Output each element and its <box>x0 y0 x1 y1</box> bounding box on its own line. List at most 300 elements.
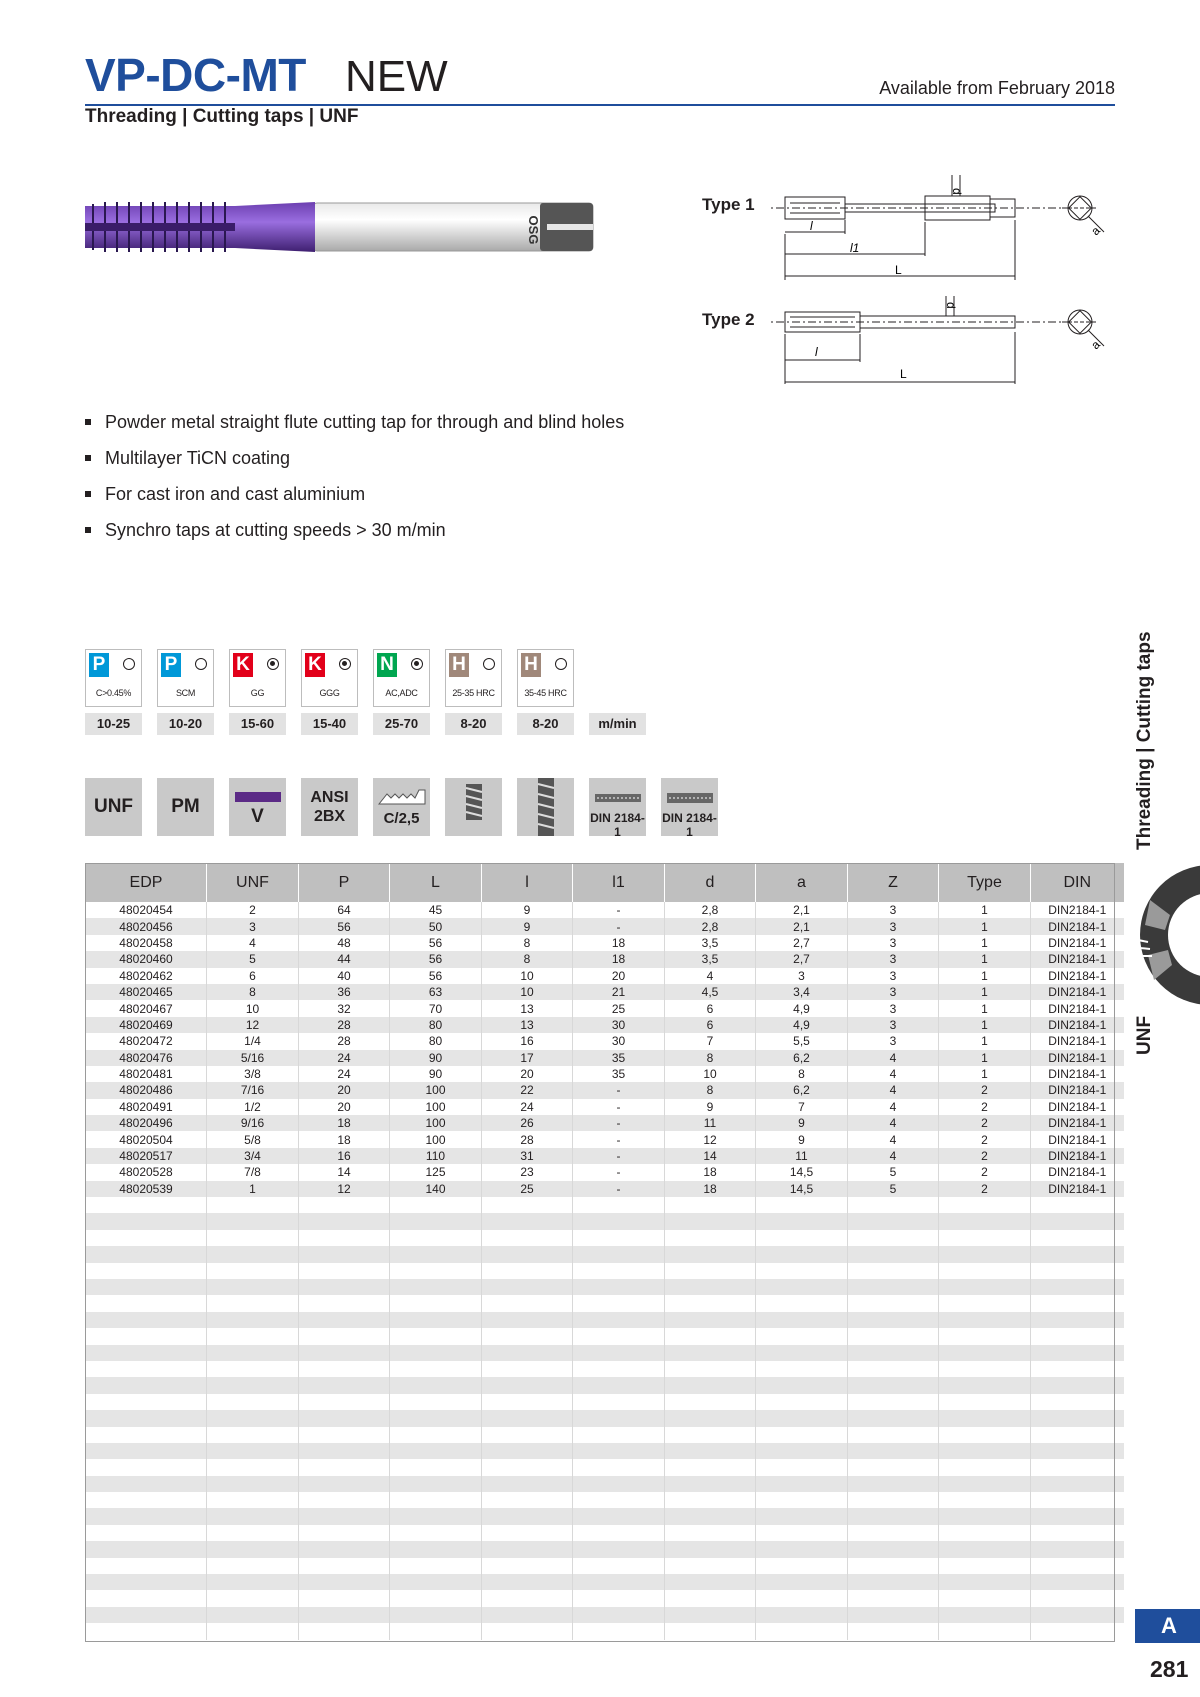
table-cell: DIN2184-1 <box>1031 1066 1124 1082</box>
table-cell <box>939 1377 1031 1393</box>
table-cell <box>665 1345 756 1361</box>
table-cell: - <box>573 1115 665 1131</box>
table-row-empty <box>86 1295 1124 1311</box>
table-row-empty <box>86 1443 1124 1459</box>
table-cell: DIN2184-1 <box>1031 1148 1124 1164</box>
powder-metal-icon: PM <box>157 778 214 836</box>
table-cell <box>573 1213 665 1229</box>
table-cell <box>482 1246 573 1262</box>
table-cell: 48020481 <box>86 1066 207 1082</box>
table-cell <box>939 1476 1031 1492</box>
table-cell <box>848 1558 939 1574</box>
table-row-empty <box>86 1459 1124 1475</box>
table-cell: DIN2184-1 <box>1031 968 1124 984</box>
table-cell <box>299 1263 390 1279</box>
table-row-empty <box>86 1246 1124 1262</box>
table-cell <box>1031 1394 1124 1410</box>
table-cell <box>1031 1476 1124 1492</box>
table-cell: 3 <box>756 968 848 984</box>
table-cell <box>939 1459 1031 1475</box>
dim-l-label: l <box>815 345 818 359</box>
table-cell <box>756 1459 848 1475</box>
table-cell: 48020539 <box>86 1181 207 1197</box>
feature-bullet: For cast iron and cast aluminium <box>85 480 624 516</box>
table-cell: 20 <box>299 1099 390 1115</box>
table-row-empty <box>86 1590 1124 1606</box>
type2-label: Type 2 <box>702 310 755 329</box>
table-cell <box>573 1443 665 1459</box>
table-cell <box>665 1492 756 1508</box>
table-cell <box>299 1377 390 1393</box>
table-cell: 1/4 <box>207 1033 299 1049</box>
table-cell: 4 <box>207 935 299 951</box>
table-cell: 14,5 <box>756 1164 848 1180</box>
table-cell: 20 <box>482 1066 573 1082</box>
table-cell <box>299 1279 390 1295</box>
table-cell: 18 <box>299 1115 390 1131</box>
table-cell <box>207 1345 299 1361</box>
table-cell <box>665 1246 756 1262</box>
table-cell <box>756 1492 848 1508</box>
table-cell <box>1031 1197 1124 1213</box>
type1-label: Type 1 <box>702 195 755 214</box>
table-cell <box>756 1345 848 1361</box>
table-cell: 3,5 <box>665 935 756 951</box>
table-cell: 2 <box>939 1099 1031 1115</box>
table-cell <box>299 1476 390 1492</box>
table-cell <box>848 1623 939 1639</box>
table-cell: DIN2184-1 <box>1031 1181 1124 1197</box>
material-subtype: 35-45 HRC <box>524 688 567 698</box>
table-row <box>86 1033 1124 1049</box>
table-cell: - <box>573 902 665 918</box>
radio-filled-icon <box>339 658 351 670</box>
table-cell <box>573 1394 665 1410</box>
table-cell <box>207 1508 299 1524</box>
table-cell <box>86 1623 207 1639</box>
table-cell <box>756 1410 848 1426</box>
table-cell <box>207 1377 299 1393</box>
table-cell: 1/2 <box>207 1099 299 1115</box>
table-cell <box>86 1377 207 1393</box>
table-cell <box>665 1361 756 1377</box>
table-row <box>86 918 1124 934</box>
table-cell <box>1031 1295 1124 1311</box>
table-cell <box>390 1230 482 1246</box>
table-cell <box>207 1525 299 1541</box>
table-cell: 21 <box>573 984 665 1000</box>
table-cell: 10 <box>665 1066 756 1082</box>
table-cell <box>939 1558 1031 1574</box>
table-cell <box>86 1607 207 1623</box>
table-cell <box>1031 1443 1124 1459</box>
table-row-empty <box>86 1427 1124 1443</box>
table-cell: 6,2 <box>756 1082 848 1098</box>
table-cell <box>482 1197 573 1213</box>
table-cell: 30 <box>573 1033 665 1049</box>
table-cell: 48020460 <box>86 951 207 967</box>
table-cell <box>482 1607 573 1623</box>
table-cell <box>299 1574 390 1590</box>
table-cell <box>573 1476 665 1492</box>
table-cell: 4 <box>848 1099 939 1115</box>
tolerance-class-icon: ANSI 2BX <box>301 778 358 836</box>
table-cell <box>86 1263 207 1279</box>
table-cell: 9 <box>482 918 573 934</box>
table-cell <box>756 1394 848 1410</box>
table-cell <box>848 1574 939 1590</box>
table-cell: 3 <box>848 902 939 918</box>
table-row <box>86 1099 1124 1115</box>
table-cell: 2 <box>939 1164 1031 1180</box>
table-row-empty <box>86 1345 1124 1361</box>
table-cell <box>665 1607 756 1623</box>
table-cell <box>86 1525 207 1541</box>
table-cell: 40 <box>299 968 390 984</box>
table-cell: 12 <box>207 1017 299 1033</box>
table-cell: 4 <box>848 1066 939 1082</box>
table-cell <box>848 1246 939 1262</box>
table-cell <box>299 1197 390 1213</box>
table-cell <box>573 1492 665 1508</box>
table-cell <box>848 1541 939 1557</box>
table-cell <box>299 1492 390 1508</box>
table-cell <box>573 1410 665 1426</box>
table-cell: 4 <box>665 968 756 984</box>
table-cell: 70 <box>390 1000 482 1016</box>
through-hole-icon <box>517 778 574 836</box>
table-cell: 14 <box>299 1164 390 1180</box>
table-cell: DIN2184-1 <box>1031 951 1124 967</box>
table-cell <box>939 1312 1031 1328</box>
table-cell: 100 <box>390 1131 482 1147</box>
table-cell: 48020467 <box>86 1000 207 1016</box>
radio-empty-icon <box>195 658 207 670</box>
table-cell <box>756 1607 848 1623</box>
table-cell <box>573 1312 665 1328</box>
table-cell: 1 <box>207 1181 299 1197</box>
table-cell <box>1031 1623 1124 1639</box>
table-cell <box>1031 1213 1124 1229</box>
table-cell: 6 <box>665 1000 756 1016</box>
table-cell: 8 <box>207 984 299 1000</box>
table-row <box>86 1017 1124 1033</box>
table-cell <box>390 1410 482 1426</box>
table-row-empty <box>86 1230 1124 1246</box>
table-cell <box>390 1492 482 1508</box>
dim-a-label: a <box>1088 223 1103 239</box>
column-header: UNF <box>207 863 299 902</box>
table-cell <box>756 1312 848 1328</box>
table-cell: 48020496 <box>86 1115 207 1131</box>
table-cell: 125 <box>390 1164 482 1180</box>
table-cell: 9 <box>756 1115 848 1131</box>
table-row-empty <box>86 1213 1124 1229</box>
cutting-speed: 8-20 <box>517 713 574 735</box>
table-cell <box>1031 1574 1124 1590</box>
table-cell: 5/16 <box>207 1050 299 1066</box>
table-cell: 11 <box>665 1115 756 1131</box>
table-cell: 31 <box>482 1148 573 1164</box>
table-cell <box>939 1394 1031 1410</box>
material-subtype: AC,ADC <box>385 688 418 698</box>
table-cell <box>848 1410 939 1426</box>
dim-L-label: L <box>895 263 902 277</box>
table-cell <box>848 1427 939 1443</box>
table-cell <box>390 1443 482 1459</box>
table-cell <box>482 1558 573 1574</box>
table-cell <box>86 1328 207 1344</box>
table-cell <box>756 1246 848 1262</box>
material-subtype: 25-35 HRC <box>452 688 495 698</box>
table-cell: 6 <box>665 1017 756 1033</box>
table-cell <box>207 1492 299 1508</box>
table-cell: 1 <box>939 1033 1031 1049</box>
chamfer-form-icon: C/2,5 <box>373 778 430 836</box>
table-cell <box>299 1541 390 1557</box>
table-cell: 1 <box>939 1017 1031 1033</box>
table-cell <box>573 1295 665 1311</box>
table-cell <box>939 1410 1031 1426</box>
table-cell <box>756 1279 848 1295</box>
table-cell: 48020528 <box>86 1164 207 1180</box>
table-cell: 2,7 <box>756 951 848 967</box>
table-cell: DIN2184-1 <box>1031 935 1124 951</box>
table-cell <box>390 1213 482 1229</box>
table-cell: 3 <box>848 918 939 934</box>
table-cell <box>756 1230 848 1246</box>
table-cell: 3 <box>848 968 939 984</box>
table-cell <box>299 1230 390 1246</box>
table-cell: 3 <box>207 918 299 934</box>
table-cell <box>756 1525 848 1541</box>
table-cell <box>482 1443 573 1459</box>
tool-brand-mark: OSG <box>526 215 541 245</box>
table-row-empty <box>86 1607 1124 1623</box>
side-category-wrapper <box>1130 631 1160 850</box>
table-cell <box>482 1623 573 1639</box>
table-cell: 6,2 <box>756 1050 848 1066</box>
table-cell <box>573 1574 665 1590</box>
table-cell: 32 <box>299 1000 390 1016</box>
table-cell <box>390 1541 482 1557</box>
table-cell: 10 <box>482 984 573 1000</box>
table-cell <box>390 1263 482 1279</box>
page-number: 281 <box>1150 1656 1189 1682</box>
table-cell <box>207 1427 299 1443</box>
table-cell <box>665 1377 756 1393</box>
table-cell <box>573 1558 665 1574</box>
table-cell <box>848 1590 939 1606</box>
new-label: NEW <box>345 52 448 101</box>
table-cell <box>207 1443 299 1459</box>
table-cell <box>299 1345 390 1361</box>
table-cell: 2,1 <box>756 902 848 918</box>
table-cell: 7/16 <box>207 1082 299 1098</box>
table-cell: 9 <box>756 1131 848 1147</box>
table-row <box>86 1131 1124 1147</box>
table-cell: 3 <box>848 1000 939 1016</box>
table-cell <box>299 1328 390 1344</box>
table-cell <box>665 1508 756 1524</box>
table-cell: 48020469 <box>86 1017 207 1033</box>
table-cell: 44 <box>299 951 390 967</box>
table-cell: 90 <box>390 1050 482 1066</box>
table-cell <box>86 1213 207 1229</box>
table-cell <box>299 1558 390 1574</box>
table-cell <box>1031 1558 1124 1574</box>
material-letter: H <box>449 653 469 677</box>
table-cell: 48020465 <box>86 984 207 1000</box>
table-cell: 9 <box>482 902 573 918</box>
table-cell: 4 <box>848 1115 939 1131</box>
table-cell <box>756 1263 848 1279</box>
table-cell: 16 <box>482 1033 573 1049</box>
table-cell <box>299 1590 390 1606</box>
table-cell <box>848 1394 939 1410</box>
table-row <box>86 1148 1124 1164</box>
table-cell: 18 <box>665 1181 756 1197</box>
table-cell: 3 <box>848 951 939 967</box>
table-cell <box>1031 1263 1124 1279</box>
feature-list <box>85 408 624 552</box>
table-cell <box>299 1410 390 1426</box>
table-cell: 2,1 <box>756 918 848 934</box>
table-cell <box>848 1345 939 1361</box>
table-cell: 56 <box>390 951 482 967</box>
table-cell: 100 <box>390 1115 482 1131</box>
table-cell <box>299 1427 390 1443</box>
table-cell <box>756 1508 848 1524</box>
table-cell <box>207 1394 299 1410</box>
table-cell: - <box>573 1164 665 1180</box>
table-cell <box>848 1476 939 1492</box>
cutting-speed: 15-40 <box>301 713 358 735</box>
material-subtype: GG <box>250 688 265 698</box>
table-cell: 14,5 <box>756 1181 848 1197</box>
table-cell <box>573 1197 665 1213</box>
table-cell <box>756 1427 848 1443</box>
table-row <box>86 968 1124 984</box>
table-cell <box>939 1345 1031 1361</box>
speed-unit-label: m/min <box>589 713 646 735</box>
table-cell: - <box>573 1131 665 1147</box>
table-cell <box>939 1574 1031 1590</box>
table-cell <box>390 1574 482 1590</box>
table-cell <box>207 1410 299 1426</box>
table-cell <box>573 1246 665 1262</box>
table-cell: 25 <box>573 1000 665 1016</box>
table-cell <box>1031 1410 1124 1426</box>
table-cell <box>939 1361 1031 1377</box>
table-cell: 48020491 <box>86 1099 207 1115</box>
table-cell <box>299 1459 390 1475</box>
table-cell <box>939 1607 1031 1623</box>
table-cell <box>86 1459 207 1475</box>
table-cell: DIN2184-1 <box>1031 1164 1124 1180</box>
table-cell: 24 <box>299 1066 390 1082</box>
table-cell <box>1031 1246 1124 1262</box>
material-letter: K <box>305 653 325 677</box>
table-cell <box>665 1295 756 1311</box>
column-header: d <box>665 863 756 902</box>
unf-standard-icon: UNF <box>85 778 142 836</box>
table-row-empty <box>86 1492 1124 1508</box>
table-cell: 8 <box>665 1082 756 1098</box>
table-row-empty <box>86 1377 1124 1393</box>
table-cell: 4,9 <box>756 1017 848 1033</box>
table-cell: 100 <box>390 1082 482 1098</box>
material-subtype: SCM <box>175 688 196 698</box>
table-cell: DIN2184-1 <box>1031 1050 1124 1066</box>
table-cell <box>86 1394 207 1410</box>
table-row <box>86 902 1124 918</box>
table-cell <box>390 1295 482 1311</box>
table-cell: 2,7 <box>756 935 848 951</box>
table-cell <box>939 1443 1031 1459</box>
table-row-empty <box>86 1197 1124 1213</box>
table-cell: 20 <box>299 1082 390 1098</box>
column-header: L <box>390 863 482 902</box>
table-cell: 3 <box>848 1017 939 1033</box>
table-cell <box>665 1263 756 1279</box>
table-cell: 5 <box>207 951 299 967</box>
table-cell <box>1031 1279 1124 1295</box>
table-cell: 1 <box>939 1066 1031 1082</box>
table-cell: 8 <box>482 935 573 951</box>
table-row <box>86 1050 1124 1066</box>
table-cell: 64 <box>299 902 390 918</box>
table-cell <box>665 1443 756 1459</box>
column-header: Type <box>939 863 1031 902</box>
section-tab: A <box>1135 1609 1200 1643</box>
table-cell: 13 <box>482 1017 573 1033</box>
table-cell: 8 <box>482 951 573 967</box>
table-cell <box>482 1476 573 1492</box>
table-cell: 28 <box>299 1017 390 1033</box>
table-cell <box>848 1295 939 1311</box>
table-cell: DIN2184-1 <box>1031 1033 1124 1049</box>
table-cell <box>390 1476 482 1492</box>
table-cell <box>939 1213 1031 1229</box>
material-subtype: GGG <box>319 688 340 698</box>
table-cell <box>207 1328 299 1344</box>
table-cell <box>756 1361 848 1377</box>
table-cell <box>1031 1541 1124 1557</box>
table-cell: 11 <box>756 1148 848 1164</box>
table-cell: 140 <box>390 1181 482 1197</box>
side-thread-label: UNF <box>1134 1015 1155 1055</box>
table-cell: 9/16 <box>207 1115 299 1131</box>
table-cell: 50 <box>390 918 482 934</box>
table-cell <box>665 1197 756 1213</box>
table-cell <box>665 1394 756 1410</box>
column-header: EDP <box>86 863 207 902</box>
table-cell: 17 <box>482 1050 573 1066</box>
table-cell <box>573 1623 665 1639</box>
table-cell <box>299 1312 390 1328</box>
type1-drawing <box>770 170 1120 285</box>
type2-drawing <box>770 290 1120 390</box>
table-cell <box>1031 1459 1124 1475</box>
table-cell <box>482 1312 573 1328</box>
table-cell: 23 <box>482 1164 573 1180</box>
table-cell <box>299 1443 390 1459</box>
table-cell <box>573 1541 665 1557</box>
v-coating-icon: V <box>229 778 286 836</box>
table-cell <box>299 1508 390 1524</box>
table-cell: 2,8 <box>665 902 756 918</box>
